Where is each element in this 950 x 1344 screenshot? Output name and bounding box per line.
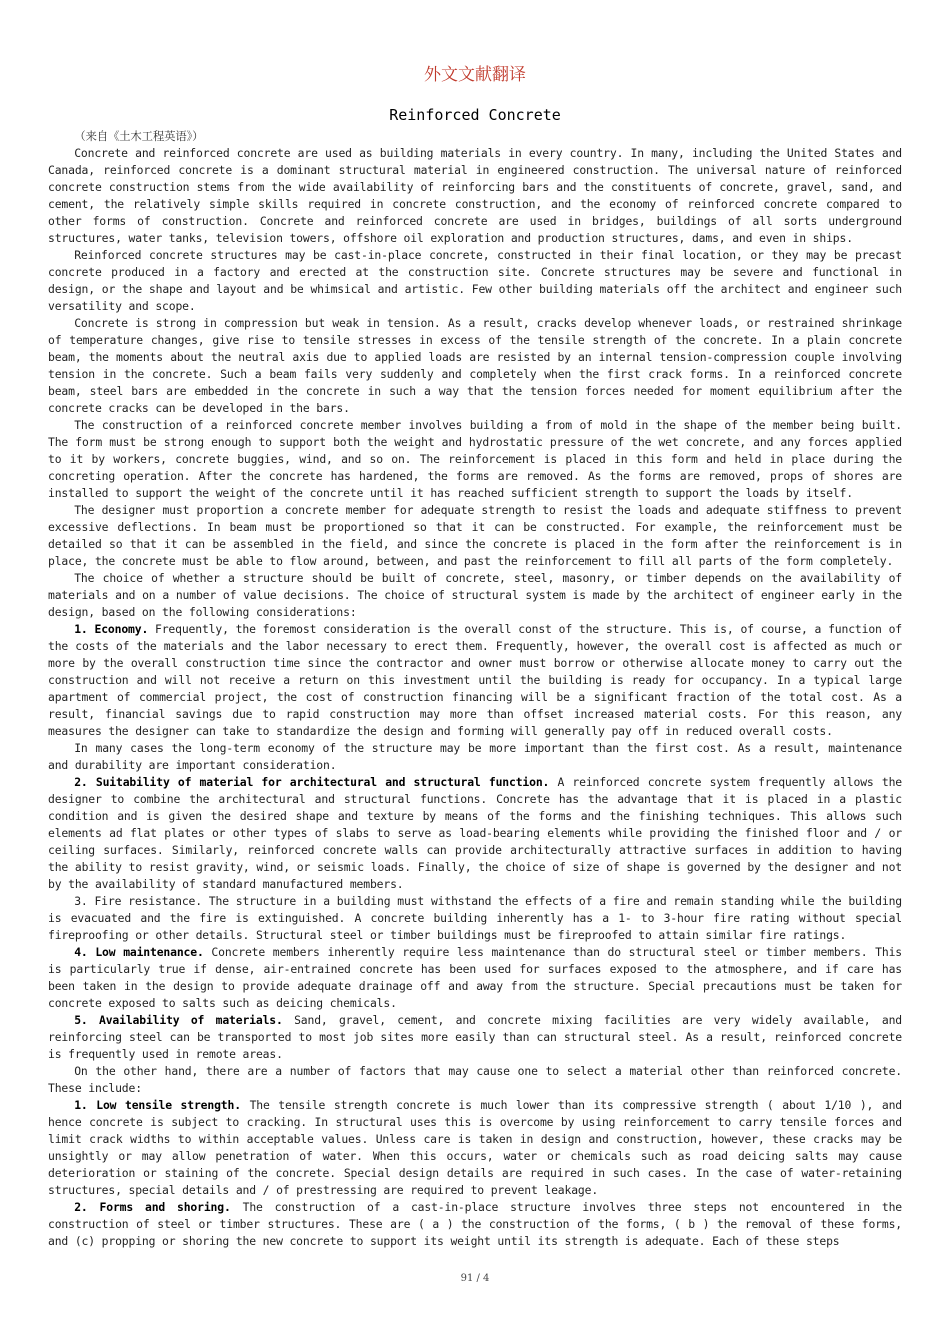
paragraph-text: Concrete is strong in compression but weak in tension. As a result, cracks develop whenever loads, or restrained shrinkage of temperature changes, give rise to tensile stresses in excess of the tensile strength of the concrete. In a plain concrete beam, the moments about the neutral axis due to applied loads are resisted by an internal tension-compression couple involving tension in the concrete. Such a beam fails very suddenly and completely when the first crack forms. In a reinforced concrete beam, steel bars are embedded in the concrete in such a way that the tension forces needed for moment equilibrium after the concrete cracks can be developed in the bars.: [48, 316, 902, 415]
paragraph-text: 3. Fire resistance. The structure in a building must withstand the effects of a fire and remain standing while the building is evacuated and the fire is extinguished. A concrete building inherently has a 1- to 3-hour fire rating without special fireproofing or other details. Structural steel or timber buildings must be fireproofed to attain similar fire ratings.: [48, 894, 902, 942]
paragraph-heading: 4. Low maintenance.: [74, 945, 204, 959]
paragraph-heading: 1. Economy.: [74, 622, 149, 636]
paragraph-text: Concrete and reinforced concrete are used as building materials in every country. In many, including the United States and Canada, reinforced concrete is a dominant structural material in engineered construction. The universal nature of reinforced concrete construction stems from the wide availability of reinforcing bars and the constituents of concrete, gravel, sand, and cement, the relatively simple skills required in concrete construction, and the economy of reinforced concrete compared to other forms of construction. Concrete and reinforced concrete are used in bridges, buildings of all sorts underground structures, water tanks, television towers, offshore oil exploration and production structures, dams, and even in ships.: [48, 146, 902, 245]
paragraph-text: Reinforced concrete structures may be cast-in-place concrete, constructed in their final location, or they may be precast concrete produced in a factory and erected at the construction site. Concrete structures may be severe and functional in design, or the shape and layout and be whimsical and artistic. Few other building materials off the architect and engineer such versatility and scope.: [48, 248, 902, 313]
paragraph: [48, 570, 902, 621]
paragraph: [48, 774, 902, 893]
paragraph-heading: 2. Suitability of material for architectural and structural function.: [74, 775, 550, 789]
paragraph: [48, 621, 902, 740]
paragraph-text: The designer must proportion a concrete member for adequate strength to resist the loads and adequate stiffness to prevent excessive deflections. In beam must be proportioned so that it can be constructed. For example, the reinforcement must be detailed so that it can be assembled in the field, and since the concrete is placed in the form after the reinforcement is in place, the concrete must be able to flow around, between, and past the reinforcement to fill all parts of the form completely.: [48, 503, 902, 568]
paragraph: [48, 315, 902, 417]
source-note: （来自《土木工程英语》）: [74, 129, 204, 143]
paragraph: [48, 417, 902, 502]
paragraph-text: The tensile strength concrete is much lower than its compressive strength ( about 1/10 ), and hence concrete is subject to cracking. In structural uses this is overcome by using reinforcement to carry tensile forces and limit crack widths to within acceptable values. Unless care is taken in design and construction, however, these cracks may be unsightly or may allow penetration of water. When this occurs, water or chemicals such as road deicing salts may cause deterioration or staining of the concrete. Special design details are required in such cases. In the case of water-retaining structures, special details and / of prestressing are required to prevent leakage.: [48, 1098, 902, 1197]
paragraph-text: Frequently, the foremost consideration is the overall const of the structure. This is, of course, a function of the costs of the materials and the labor necessary to erect them. Frequently, however, the overall cost is affected as much or more by the overall construction time since the contractor and owner must borrow or otherwise allocate money to carry out the construction and will not receive a return on this investment until the building is ready for occupancy. In a typical large apartment of commercial project, the cost of construction financing will be a significant fraction of the total cost. As a result, financial savings due to rapid construction may more than offset increased material costs. For this reason, any measures the designer can take to standardize the design and forming will generally pay off in reduced overall costs.: [48, 622, 902, 738]
paragraph-list: [48, 145, 902, 1250]
paragraph: [48, 502, 902, 570]
document-header: 外文文献翻译: [424, 65, 526, 85]
paragraph-text: A reinforced concrete system frequently allows the designer to combine the architectural and structural functions. Concrete has the advantage that it is placed in a plastic condition and is given the desired shape and texture by means of the forms and the finishing techniques. This allows such elements ad flat plates or other types of slabs to serve as load-bearing elements while providing the finished floor and / or ceiling surfaces. Similarly, reinforced concrete walls can provide architecturally attractive surfaces in addition to having the ability to resist gravity, wind, or seismic loads. Finally, the choice of size of shape is governed by the designer and not by the availability of standard manufactured members.: [48, 775, 902, 891]
paragraph-text: Sand, gravel, cement, and concrete mixing facilities are very widely available, and reinforcing steel can be transported to most job sites more easily than can structural steel. As a result, reinforced concrete is frequently used in remote areas.: [48, 1013, 902, 1061]
paragraph-text: In many cases the long-term economy of the structure may be more important than the first cost. As a result, maintenance and durability are important consideration.: [48, 741, 902, 772]
paragraph-heading: 2. Forms and shoring.: [74, 1200, 231, 1214]
page-number: 91 / 4: [460, 1273, 490, 1284]
paragraph-text: Concrete members inherently require less maintenance than do structural steel or timber members. This is particularly true if dense, air-entrained concrete has been used for surfaces exposed to the atmosphere, and if care has been taken in the design to provide adequate drainage off and away from the structure. Special precautions must be taken for concrete exposed to salts such as deicing chemicals.: [48, 945, 902, 1010]
paragraph: [48, 944, 902, 1012]
paragraph-text: The construction of a reinforced concrete member involves building a from of mold in the shape of the member being built. The form must be strong enough to support both the weight and hydrostatic pressure of the wet concrete, and any forces applied to it by workers, concrete buggies, wind, and so on. The reinforcement is placed in this form and held in place during the concreting operation. After the concrete has hardened, the forms are removed. As the forms are removed, props of shores are installed to support the weight of the concrete until it has reached sufficient strength to support the loads by itself.: [48, 418, 902, 500]
paragraph: [48, 1097, 902, 1199]
paragraph: [48, 1199, 902, 1250]
paragraph-text: The choice of whether a structure should be built of concrete, steel, masonry, or timber depends on the availability of materials and on a number of value decisions. The choice of structural system is made by the architect of engineer early in the design, based on the following considerations:: [48, 571, 902, 619]
paragraph: [48, 145, 902, 247]
paragraph-text: The construction of a cast-in-place structure involves three steps not encountered in the construction of steel or timber structures. These are ( a ) the construction of the forms, ( b ) the removal of these forms, and (c) propping or shoring the new concrete to support its weight until its strength is adequate. Each of these steps: [48, 1200, 902, 1248]
paragraph: [48, 893, 902, 944]
paragraph: [48, 247, 902, 315]
paragraph: [48, 740, 902, 774]
paragraph-text: On the other hand, there are a number of factors that may cause one to select a material other than reinforced concrete. These include:: [48, 1064, 902, 1095]
paragraph-heading: 1. Low tensile strength.: [74, 1098, 241, 1112]
paragraph: [48, 1063, 902, 1097]
paragraph-heading: 5. Availability of materials.: [74, 1013, 283, 1027]
document-title: Reinforced Concrete: [389, 106, 561, 124]
paragraph: [48, 1012, 902, 1063]
document-body: [48, 128, 902, 1250]
